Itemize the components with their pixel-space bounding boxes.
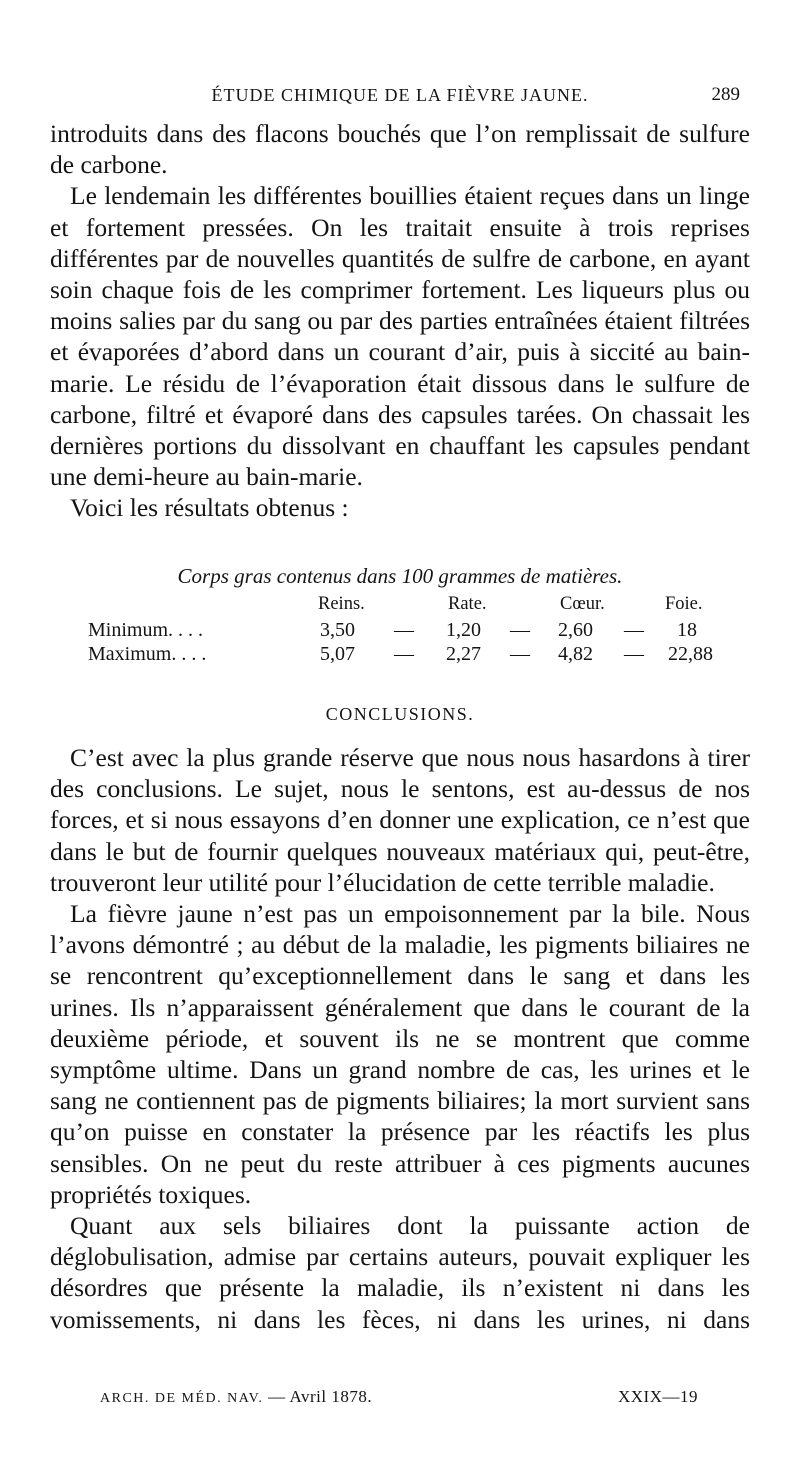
paragraph-procedure: Le lendemain les différentes bouillies étaient reçues dans un linge et fortement pressées. On les traitait ensuite à trois reprises différentes par de nouvelles quantités de sulfre de carbone, en ayant soin chaque fois de les comprimer fortement. Les liqueurs plus ou moins salies par du sang ou par des parties entraînées étaient filtrées et évaporées d’abord dans un courant d’air, puis à siccité au bain-marie. Le résidu de l’évaporation était dissous dans le sulfure de carbone, filtré et évaporé dans des capsules tarées. On chassait les dernières portions du dissolvant en chauffant les capsules pendant une demi-heure au bain-marie. [50, 181, 750, 492]
column-header-coeur: Cœur. [560, 594, 605, 614]
page-footer [100, 1382, 740, 1412]
table-cell: 18 [677, 619, 697, 641]
running-head [50, 80, 750, 110]
row-label-minimum: Minimum. . . . [88, 619, 204, 641]
running-title: ÉTUDE CHIMIQUE DE LA FIÈVRE JAUNE. [211, 85, 589, 105]
sheet-signature: XXIX—19 [618, 1387, 698, 1406]
column-header-foie: Foie. [665, 594, 703, 614]
footer-dash: — [268, 1387, 286, 1406]
body-text-before-table [50, 118, 750, 524]
table-cell: 2,27 [446, 643, 481, 665]
table-cell: 3,50 [320, 619, 355, 641]
issue-date: Avril 1878. [289, 1387, 373, 1406]
table-separator: — [510, 643, 530, 665]
paragraph-bile-salts: Quant aux sels biliaires dont la puissante action de déglobulisation, admise par certains auteurs, pouvait expliquer les désordres que présente la maladie, ils n’existent ni dans les vomissements, ni dans les fèces, ni dans les urines, ni dans [50, 1211, 750, 1334]
results-table [0, 591, 800, 671]
paragraph-bile: La fièvre jaune n’est pas un empoisonnement par la bile. Nous l’avons démontré ; au début de la maladie, les pigments biliaires ne se rencontrent qu’exceptionnellement dans le sang et dans les urines. Ils n’apparaissent généralement que dans le courant de la deuxième période, et souvent ils ne se montrent que comme symptôme ultime. Dans un grand nombre de cas, les urines et le sang ne contiennent pas de pigments biliaires; la mort survient sans qu’on puisse en constater la présence par les réactifs les plus sensibles. On ne peut du reste attribuer à ces pigments aucunes propriétés toxiques. [50, 899, 750, 1209]
paragraph-results-intro: Voici les résultats obtenus : [70, 493, 349, 523]
table-separator: — [394, 643, 414, 665]
column-header-reins: Reins. [318, 594, 365, 614]
table-separator: — [510, 619, 530, 641]
section-heading: CONCLUSIONS. [325, 704, 475, 724]
table-caption: Corps gras contenus dans 100 grammes de matières. [177, 564, 623, 588]
table-separator: — [624, 619, 644, 641]
table-cell: 4,82 [558, 643, 593, 665]
table-cell: 22,88 [668, 643, 713, 665]
page-number: 289 [711, 84, 740, 105]
footer-journal [100, 1382, 372, 1414]
paragraph-continuation: introduits dans des flacons bouchés que l’on remplissait de sulfure de carbone. [50, 119, 750, 180]
table-separator: — [394, 619, 414, 641]
journal-abbreviation: ARCH. DE MÉD. NAV. [100, 1391, 264, 1406]
row-label-maximum: Maximum. . . . [88, 643, 207, 665]
table-cell: 5,07 [320, 643, 355, 665]
column-header-rate: Rate. [448, 594, 487, 614]
table-separator: — [624, 643, 644, 665]
body-text-conclusions [50, 742, 750, 1335]
table-cell: 2,60 [558, 619, 593, 641]
table-cell: 1,20 [446, 619, 481, 641]
paragraph-conclusions-intro: C’est avec la plus grande réserve que nous nous hasardons à tirer des conclusions. Le sujet, nous le sentons, est au-dessus de nos forces, et si nous essayons d’en donner une explication, ce n’est que dans le but de fournir quelques nouveaux matériaux qui, peut-être, trouveront leur utilité pour l’élucidation de cette terrible maladie. [50, 743, 750, 897]
